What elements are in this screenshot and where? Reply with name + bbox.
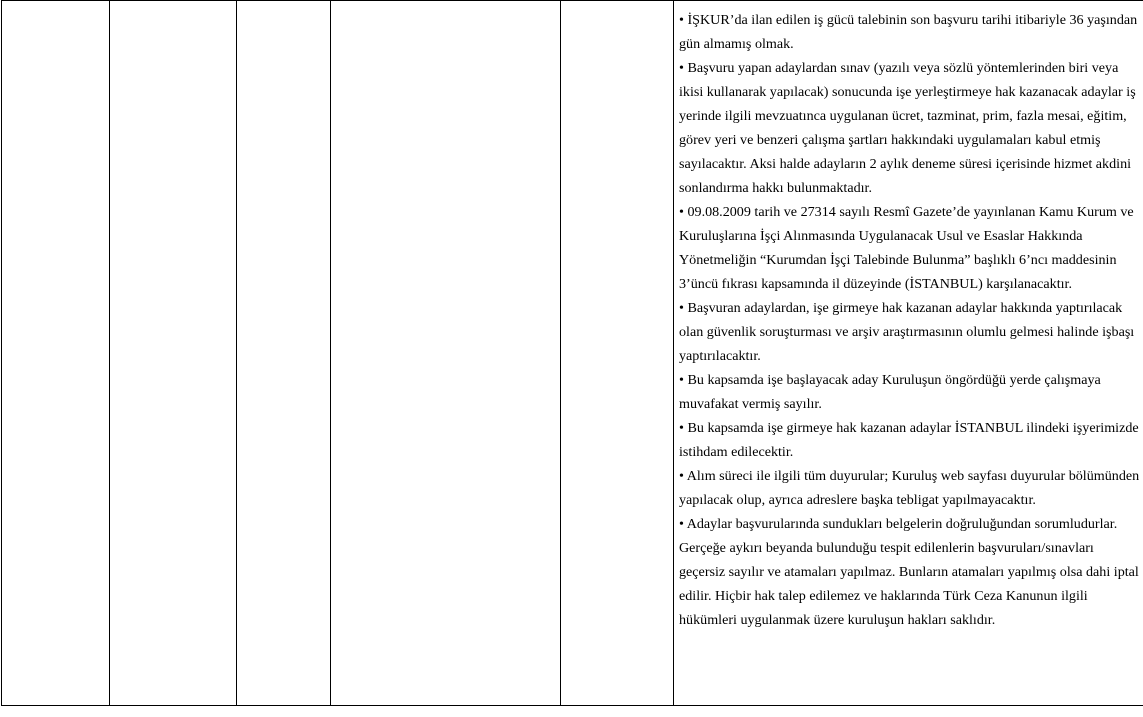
requirement-text: Başvuran adaylardan, işe girmeye hak kazanan adaylar hakkında yaptırılacak olan güvenlik soruşturması ve arşiv araştırmasının olumlu gelmesi halinde işbaşı yaptırılacaktır. xyxy=(679,300,1135,364)
empty-cell-3 xyxy=(237,1,331,706)
bullet-icon: • xyxy=(679,516,687,532)
empty-cell-2 xyxy=(110,1,237,706)
requirement-text: İŞKUR’da ilan edilen iş gücü talebinin son başvuru tarihi itibariyle 36 yaşından gün almamış olmak. xyxy=(679,12,1138,52)
empty-cell-4 xyxy=(331,1,561,706)
requirements-cell xyxy=(674,1,1143,706)
requirement-text: Bu kapsamda işe girmeye hak kazanan adaylar İSTANBUL ilindeki işyerimizde istihdam edilecektir. xyxy=(679,420,1139,460)
requirement-text: Başvuru yapan adaylardan sınav (yazılı veya sözlü yöntemlerinden biri veya ikisi kullanarak yapılacak) sonucunda işe yerleştirmeye hak kazanacak adaylar iş yerinde ilgili mevzuatınca uygulanan ücret, tazminat, prim, fazla mesai, eğitim, görev yeri ve benzeri çalışma şartları hakkındaki uygulamaları kabul etmiş sayılacaktır. Aksi halde adayların 2 aylık deneme süresi içerisinde hizmet akdini sonlandırma hakkı bulunmaktadır. xyxy=(679,60,1136,196)
bullet-icon: • xyxy=(679,204,688,220)
bullet-icon: • xyxy=(679,300,688,316)
job-posting-table xyxy=(1,0,1143,706)
table-row xyxy=(2,1,1143,706)
list-item xyxy=(679,512,1140,632)
list-item xyxy=(679,368,1140,416)
empty-cell-5 xyxy=(561,1,674,706)
bullet-icon: • xyxy=(679,372,688,388)
requirement-text: 09.08.2009 tarih ve 27314 sayılı Resmî Gazete’de yayınlanan Kamu Kurum ve Kuruluşlarına İşçi Alınmasında Uygulanacak Usul ve Esaslar Hakkında Yönetmeliğin “Kurumdan İşçi Talebinde Bulunma” başlıklı 6’ncı maddesinin 3’üncü fıkrası kapsamında il düzeyinde (İSTANBUL) karşılanacaktır. xyxy=(679,204,1134,292)
requirement-text: Adaylar başvurularında sundukları belgelerin doğruluğundan sorumludurlar. Gerçeğe aykırı beyanda bulunduğu tespit edilenlerin başvuruları/sınavları geçersiz sayılır ve atamaları yapılmaz. Bunların atamaları yapılmış olsa dahi iptal edilir. Hiçbir hak talep edilemez ve haklarında Türk Ceza Kanunun ilgili hükümleri uygulanmak üzere kuruluşun hakları saklıdır. xyxy=(679,516,1139,628)
list-item xyxy=(679,8,1140,56)
requirement-text: Alım süreci ile ilgili tüm duyurular; Kuruluş web sayfası duyurular bölümünden yapılacak olup, ayrıca adreslere başka tebligat yapılmayacaktır. xyxy=(679,468,1140,508)
bullet-icon: • xyxy=(679,60,688,76)
list-item xyxy=(679,416,1140,464)
list-item xyxy=(679,200,1140,296)
empty-cell-1 xyxy=(2,1,110,706)
list-item xyxy=(679,56,1140,200)
requirement-text: Bu kapsamda işe başlayacak aday Kuruluşun öngördüğü yerde çalışmaya muvafakat vermiş sayılır. xyxy=(679,372,1101,412)
list-item xyxy=(679,464,1140,512)
bullet-icon: • xyxy=(679,468,687,484)
list-item xyxy=(679,296,1140,368)
bullet-icon: • xyxy=(679,420,688,436)
requirements-list xyxy=(674,1,1143,636)
bullet-icon: • xyxy=(679,12,688,28)
